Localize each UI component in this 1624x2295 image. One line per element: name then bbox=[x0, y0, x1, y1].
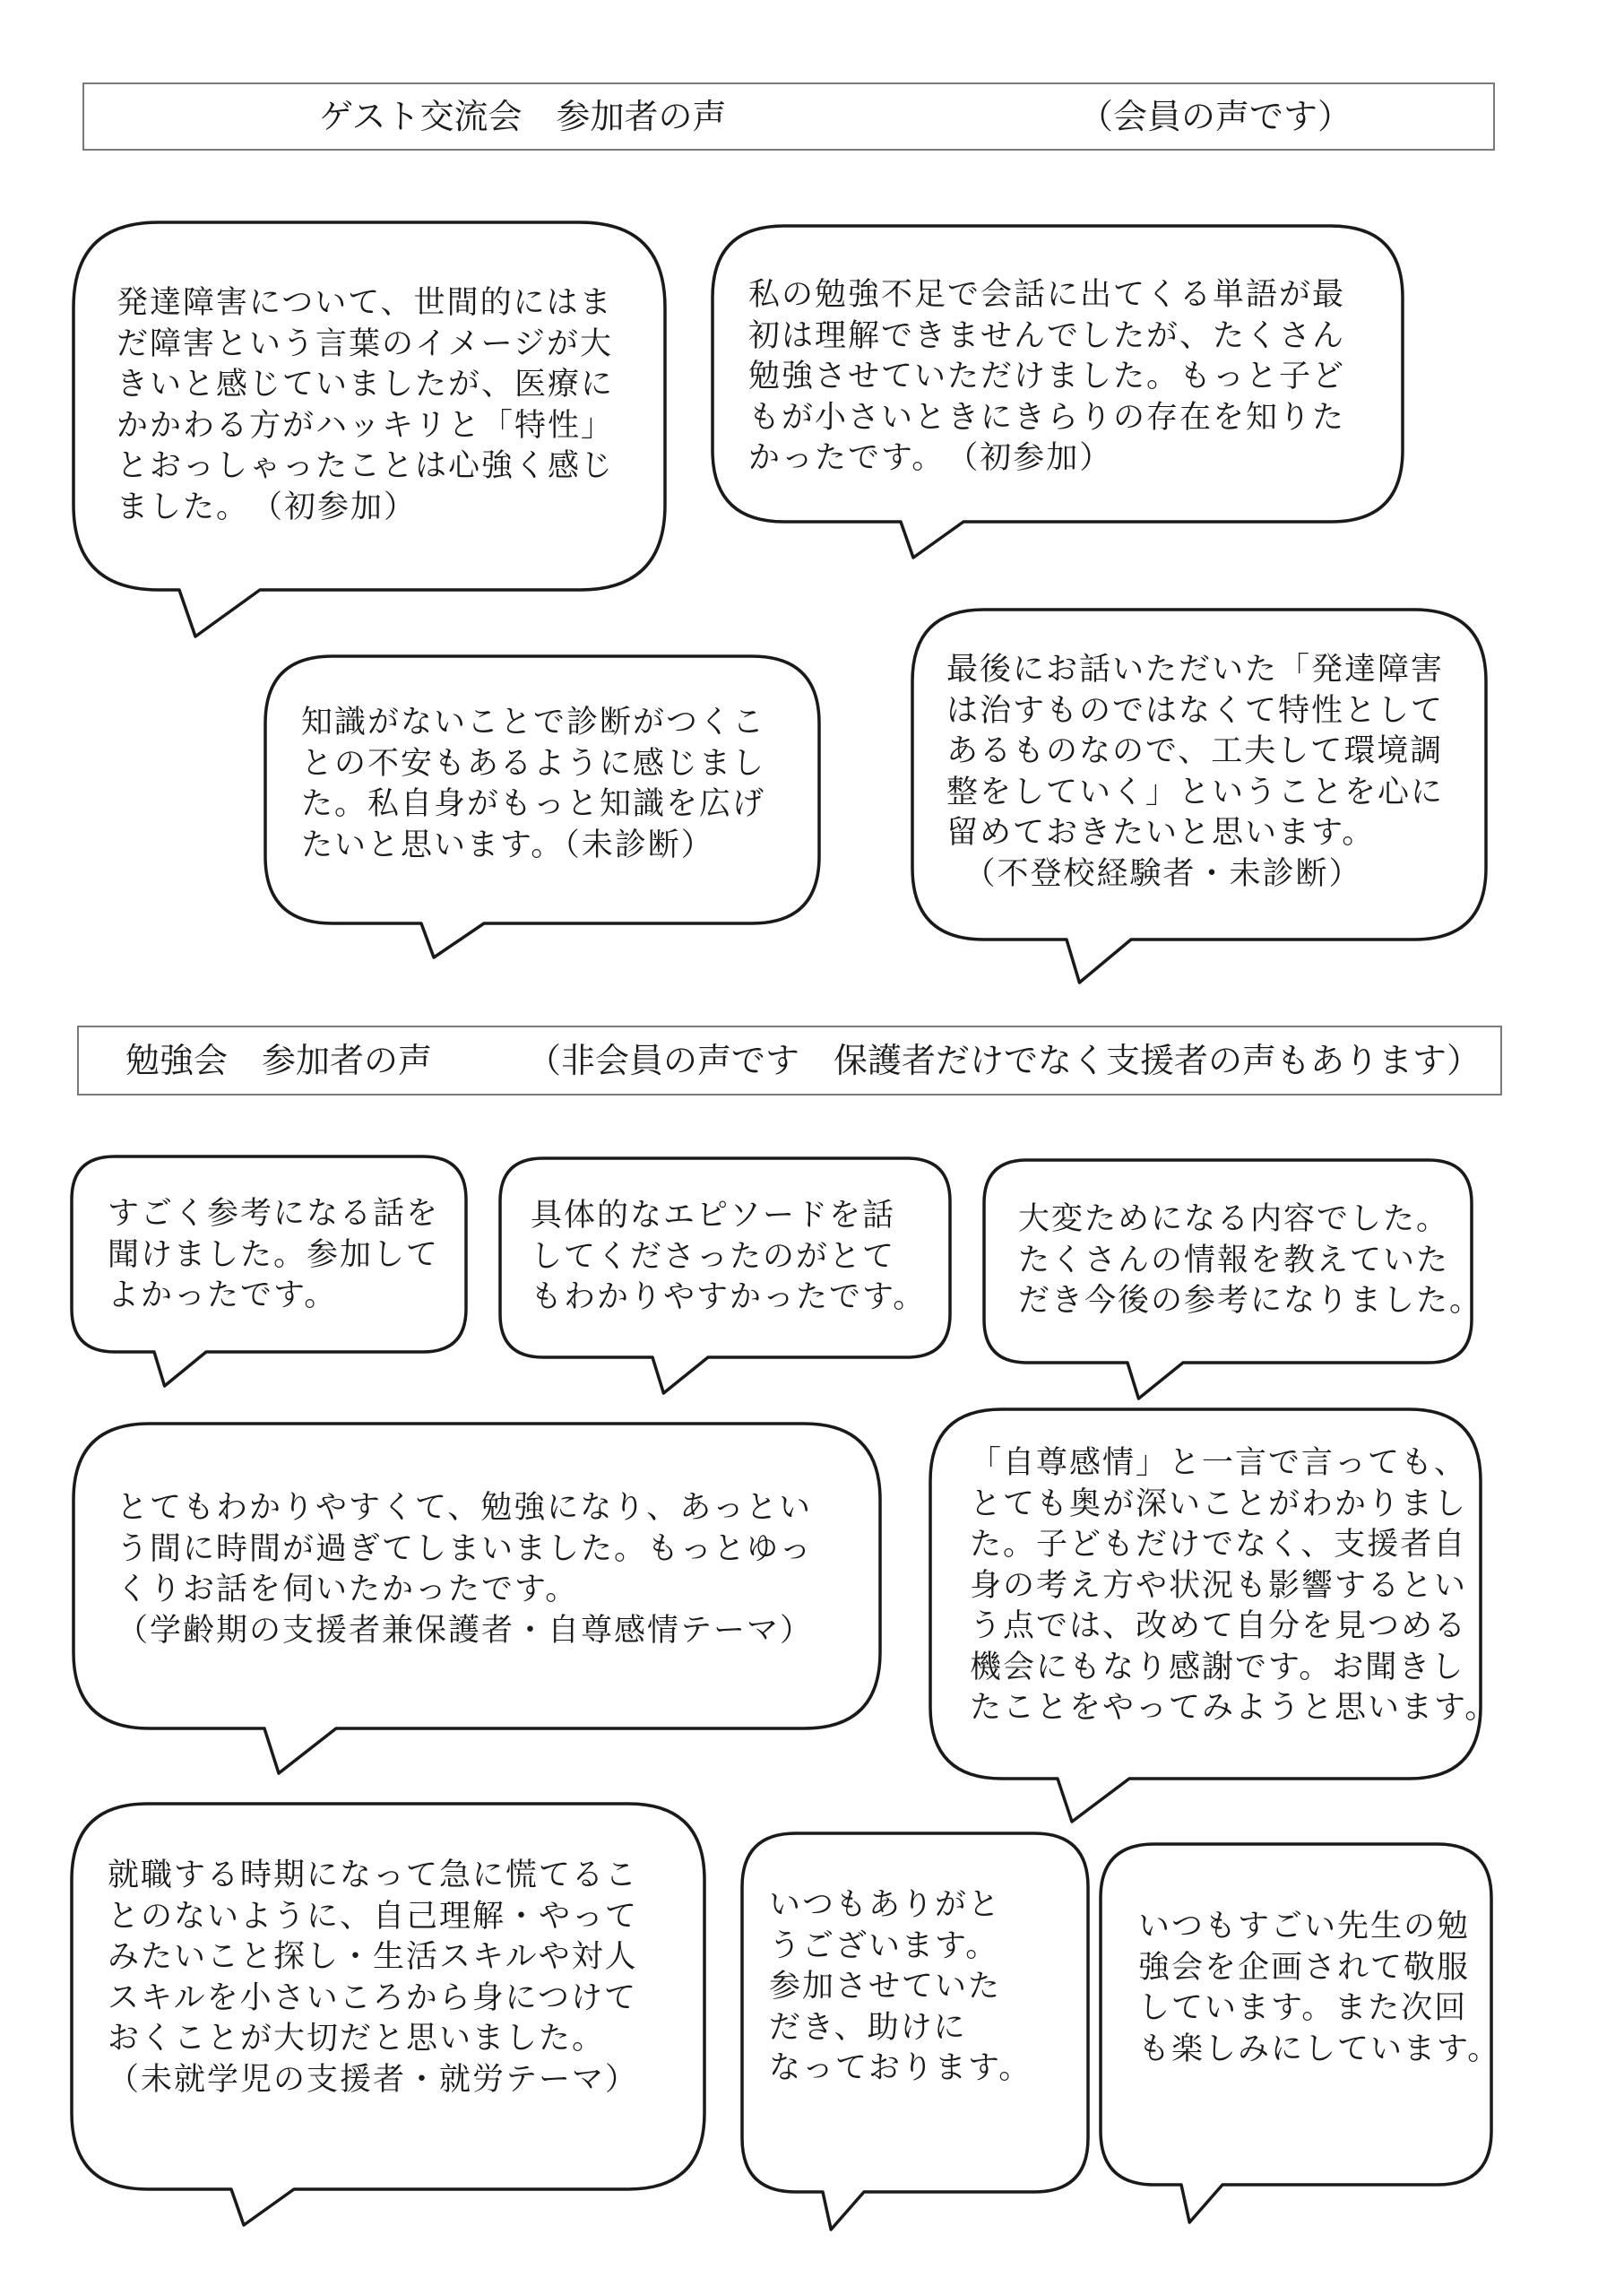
guest-comment-text bbox=[301, 703, 765, 866]
comment-line: た。私自身がもっと知識を広げ bbox=[301, 786, 766, 822]
comment-line: （学齢期の支援者兼保護者・自尊感情テーマ） bbox=[117, 1612, 814, 1649]
comment-line: 留めておきたいと思います。 bbox=[946, 815, 1376, 851]
comment-line: たくさんの情報を教えていた bbox=[1018, 1242, 1450, 1278]
comment-line: いつもありがと bbox=[769, 1887, 1002, 1923]
guest-comment-text bbox=[117, 283, 614, 528]
comment-line: 整をしていく」ということを心に bbox=[946, 774, 1445, 810]
comment-line: も楽しみにしています。 bbox=[1138, 2031, 1501, 2067]
comment-line: だき今後の参考になりました。 bbox=[1018, 1283, 1483, 1319]
guest-comment-text bbox=[748, 275, 1345, 480]
study-comment-text bbox=[1138, 1907, 1500, 2070]
comment-line: とおっしゃったことは心強く感じ bbox=[117, 448, 615, 484]
comment-line: だ障害という言葉のイメージが大 bbox=[117, 325, 613, 362]
comment-line: すごく参考になる話を bbox=[108, 1196, 440, 1232]
comment-line: 最後にお話いただいた「発達障害 bbox=[946, 652, 1445, 688]
study-comment-text bbox=[769, 1885, 1032, 2090]
comment-line: うございます。 bbox=[769, 1927, 999, 1964]
comment-line: かかわる方がハッキリと「特性」 bbox=[117, 407, 615, 444]
comment-line: あるものなので、工夫して環境調 bbox=[946, 733, 1444, 769]
comment-line: だき、助けに bbox=[769, 2009, 967, 2046]
comment-line: 「自尊感情」と一言で言っても、 bbox=[970, 1445, 1468, 1481]
comment-line: ました。 （初参加） bbox=[117, 489, 418, 525]
comment-line: よかったです。 bbox=[108, 1277, 338, 1313]
guest-section-title: ゲスト交流会 参加者の声 bbox=[319, 97, 727, 136]
comment-line: もが小さいときにきらりの存在を知りた bbox=[748, 399, 1346, 436]
comment-line: なっております。 bbox=[769, 2050, 1032, 2086]
study-comment-text bbox=[108, 1856, 638, 2100]
study-comment-text bbox=[970, 1443, 1498, 1729]
study-comment-text bbox=[531, 1196, 926, 1319]
comment-line: 身の考え方や状況も影響するとい bbox=[970, 1567, 1468, 1604]
comment-line: 機会にもなり感謝です。お聞きし bbox=[970, 1649, 1465, 1685]
comment-line: 発達障害について、世間的にはま bbox=[117, 285, 613, 321]
comment-line: 参加させていた bbox=[769, 1969, 1002, 2005]
comment-line: おくことが大切だと思いました。 bbox=[108, 2021, 606, 2057]
comment-line: 具体的なエピソードを話 bbox=[531, 1198, 896, 1234]
comment-line: （未就学児の支援者・就労テーマ） bbox=[108, 2061, 639, 2098]
comment-line: みたいこと探し・生活スキルや対人 bbox=[108, 1939, 638, 1975]
comment-line: たいと思います。（未診断） bbox=[301, 827, 714, 863]
guest-section-note: （会員の声です） bbox=[1079, 97, 1352, 136]
comment-line: もわかりやすかったです。 bbox=[531, 1279, 927, 1315]
comment-line: スキルを小さいころから身につけて bbox=[108, 1979, 637, 2016]
study-comment-text bbox=[117, 1488, 813, 1651]
comment-line: 私の勉強不足で会話に出てくる単語が最 bbox=[748, 277, 1346, 313]
guest-comment-text bbox=[946, 650, 1444, 895]
study-section-title: 勉強会 参加者の声 bbox=[125, 1041, 433, 1080]
comment-line: いつもすごい先生の勉 bbox=[1138, 1909, 1471, 1944]
study-comment-text bbox=[1018, 1199, 1482, 1322]
comment-line: （不登校経験者・未診断） bbox=[946, 855, 1362, 892]
comment-line: してくださったのがとて bbox=[531, 1238, 896, 1275]
comment-line: 聞けました。参加して bbox=[108, 1236, 440, 1273]
comment-line: くりお話を伺いたかったです。 bbox=[117, 1572, 579, 1607]
comment-line: は治すものではなくて特性として bbox=[946, 692, 1445, 729]
comment-line: う点では、改めて自分を見つめる bbox=[970, 1608, 1468, 1644]
comment-line: た。子どもだけでなく、支援者自 bbox=[970, 1527, 1467, 1563]
comment-line: 大変ためになる内容でした。 bbox=[1018, 1201, 1450, 1237]
comment-line: う間に時間が過ぎてしまいました。もっとゆっ bbox=[117, 1530, 813, 1567]
study-comment-text bbox=[108, 1194, 439, 1317]
comment-line: たことをやってみようと思います。 bbox=[970, 1690, 1499, 1726]
comment-line: 就職する時期になって急に慌てるこ bbox=[108, 1858, 639, 1893]
comment-line: 強会を企画されて敬服 bbox=[1138, 1949, 1471, 1986]
comment-line: 初は理解できませんでしたが、たくさん bbox=[748, 317, 1346, 354]
comment-line: とても奥が深いことがわかりまし bbox=[970, 1485, 1468, 1522]
study-section-note: （非会員の声です 保護者だけでなく支援者の声もあります） bbox=[527, 1041, 1481, 1080]
comment-line: しています。また次回 bbox=[1138, 1990, 1468, 2026]
comment-line: との不安もあるように感じまし bbox=[301, 745, 766, 782]
comment-line: とてもわかりやすくて、勉強になり、あっとい bbox=[117, 1490, 812, 1526]
comment-line: とのないように、自己理解・やって bbox=[108, 1898, 639, 1935]
comment-line: きいと感じていましたが、医療に bbox=[117, 367, 615, 403]
comment-line: かったです。 （初参加） bbox=[748, 440, 1113, 476]
comment-line: 勉強させていただけました。もっと子ど bbox=[748, 359, 1346, 394]
comment-line: 知識がないことで診断がつくこ bbox=[301, 705, 766, 740]
